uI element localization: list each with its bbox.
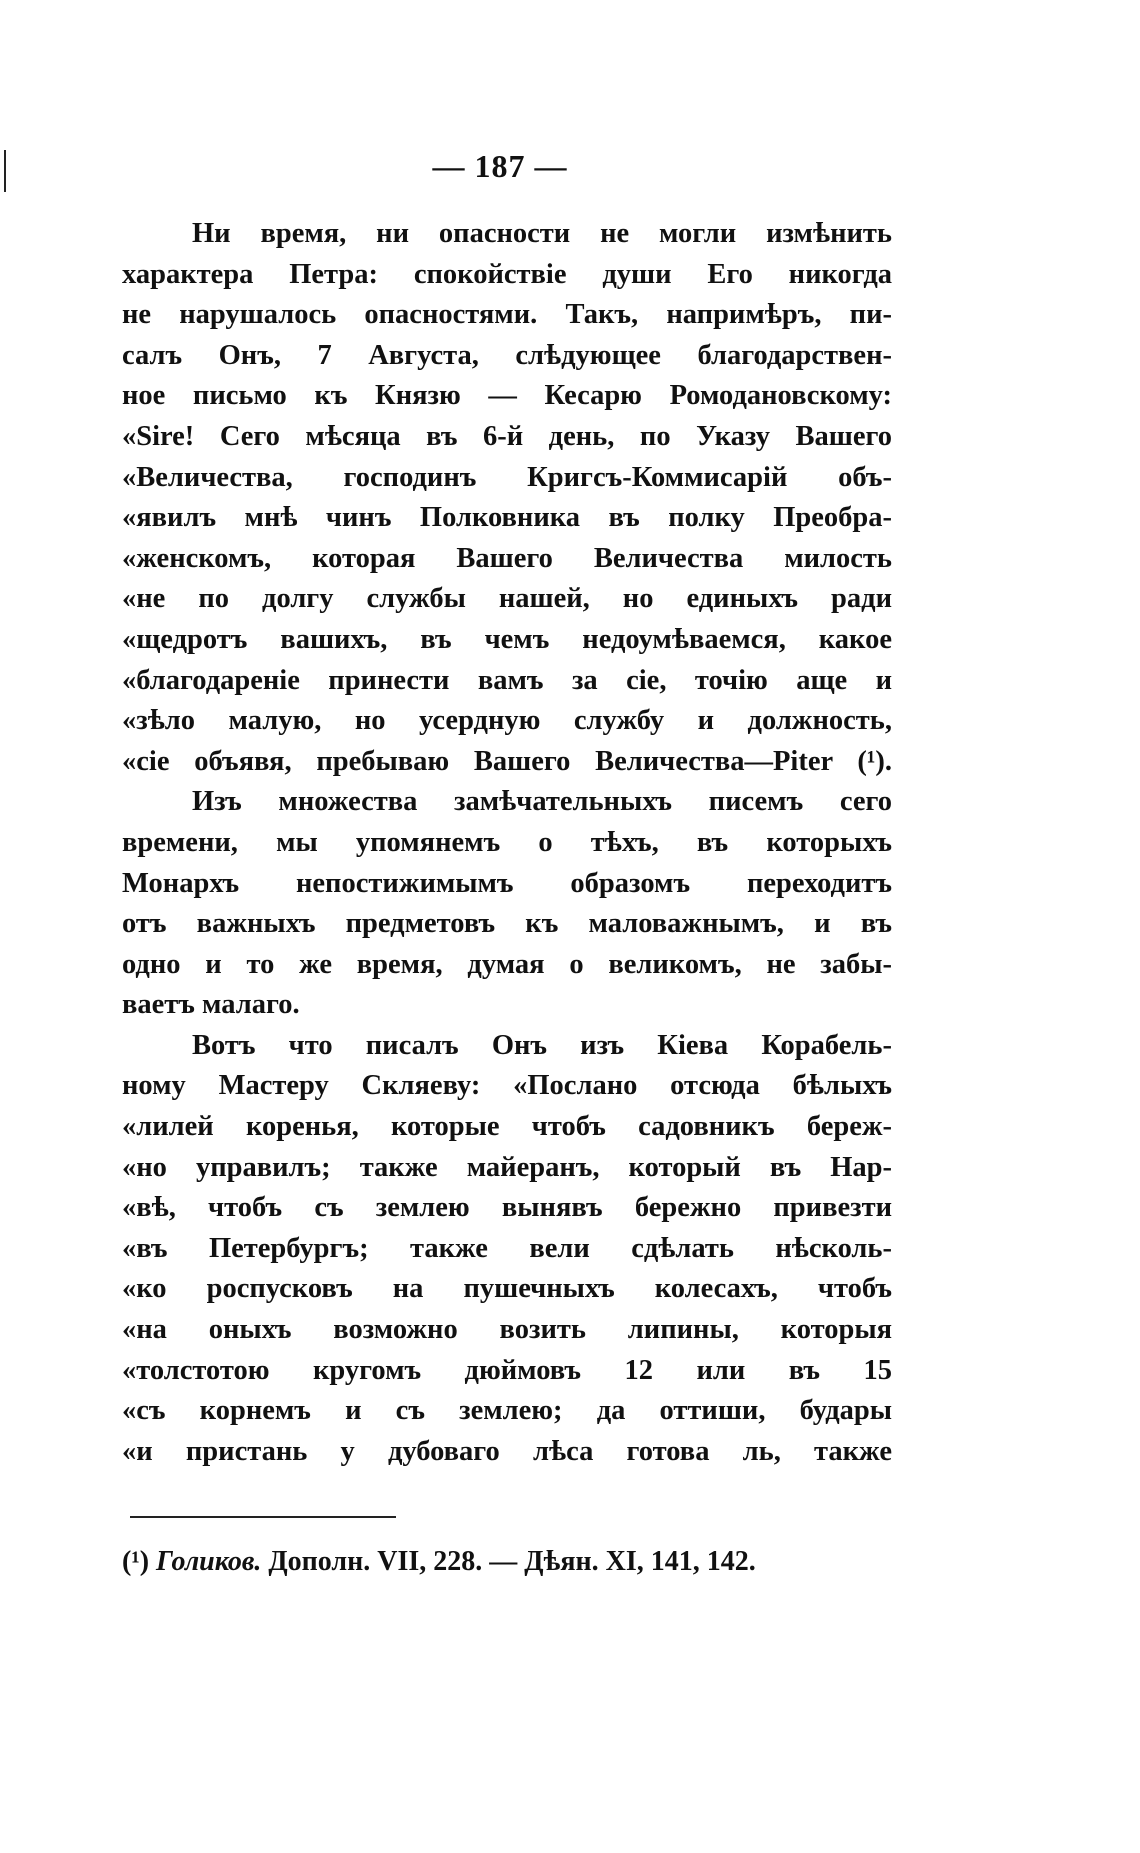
- footnote-dash: —: [489, 1546, 518, 1577]
- text-line: одно и то же время, думая о великомъ, не забы-: [122, 948, 892, 980]
- footnote-divider: [130, 1516, 396, 1518]
- footnote-marker: (¹): [122, 1546, 150, 1577]
- text-line: характера Петра: спокойствіе души Его никогда: [122, 258, 892, 290]
- footnote-author: Голиков.: [156, 1546, 262, 1577]
- text-line: «ко роспусковъ на пушечныхъ колесахъ, чтобъ: [122, 1273, 892, 1305]
- text-line: «съ корнемъ и съ землею; да оттиши, будары: [122, 1395, 892, 1427]
- text-line: «явилъ мнѣ чинъ Полковника въ полку Преобра-: [122, 502, 892, 534]
- text-line: «не по долгу службы нашей, но единыхъ ради: [122, 583, 892, 615]
- text-line: ное письмо къ Князю — Кесарю Ромодановскому:: [122, 380, 892, 412]
- body-text: [122, 214, 892, 1472]
- text-line: «женскомъ, которая Вашего Величества милость: [122, 542, 892, 574]
- text-line: Вотъ что писалъ Онъ изъ Кіева Корабель-: [192, 1029, 892, 1061]
- paragraph-2: [122, 782, 892, 1026]
- text-line: «толстотою кругомъ дюймовъ 12 или въ 15: [122, 1354, 892, 1386]
- text-line: «лилей коренья, которые чтобъ садовникъ береж-: [122, 1111, 892, 1143]
- text-line: «сіе объявя, пребываю Вашего Величества—Piter (¹).: [122, 745, 892, 777]
- text-line: «зѣло малую, но усердную службу и должность,: [122, 705, 892, 737]
- page-number: — 187 —: [432, 148, 568, 184]
- text-line: отъ важныхъ предметовъ къ маловажнымъ, и въ: [122, 908, 892, 940]
- text-line: «но управилъ; также майеранъ, который въ Нар-: [122, 1151, 892, 1183]
- footnote: [122, 1542, 892, 1582]
- text-line: Изъ множества замѣчательныхъ писемъ сего: [192, 786, 892, 818]
- text-line: салъ Онъ, 7 Августа, слѣдующее благодарствен-: [122, 339, 892, 371]
- text-line: «щедротъ вашихъ, въ чемъ недоумѣваемся, какое: [122, 623, 892, 655]
- text-line: «на оныхъ возможно возить липины, которыя: [122, 1314, 892, 1346]
- text-line: «Величества, господинъ Кригсъ-Коммисарій объ-: [122, 461, 892, 493]
- paragraph-3: [122, 1026, 892, 1473]
- text-line: «благодареніе принести вамъ за сіе, точію аще и: [122, 664, 892, 696]
- paragraph-1: [122, 214, 892, 782]
- text-line: времени, мы упомянемъ о тѣхъ, въ которыхъ: [122, 826, 892, 858]
- text-line: «и пристань у дубоваго лѣса готова ль, также: [122, 1435, 892, 1467]
- text-line: ваетъ малаго.: [122, 989, 300, 1021]
- text-line: Ни время, ни опасности не могли измѣнить: [192, 218, 892, 249]
- footnote-reference: Дѣян. XI, 141, 142.: [524, 1546, 756, 1577]
- text-line: Монархъ непостижимымъ образомъ переходитъ: [122, 867, 892, 899]
- footnote-reference: Дополн. VII, 228.: [268, 1546, 483, 1577]
- text-line: «вѣ, чтобъ съ землею вынявъ бережно привезти: [122, 1192, 892, 1224]
- text-line: «Sire! Сего мѣсяца въ 6-й день, по Указу Вашего: [122, 420, 892, 452]
- text-line: ному Мастеру Скляеву: «Послано отсюда бѣлыхъ: [122, 1070, 892, 1102]
- text-line: «въ Петербургъ; также вели сдѣлать нѣсколь-: [122, 1232, 892, 1264]
- text-line: не нарушалось опасностями. Такъ, напримѣръ, пи-: [122, 299, 892, 331]
